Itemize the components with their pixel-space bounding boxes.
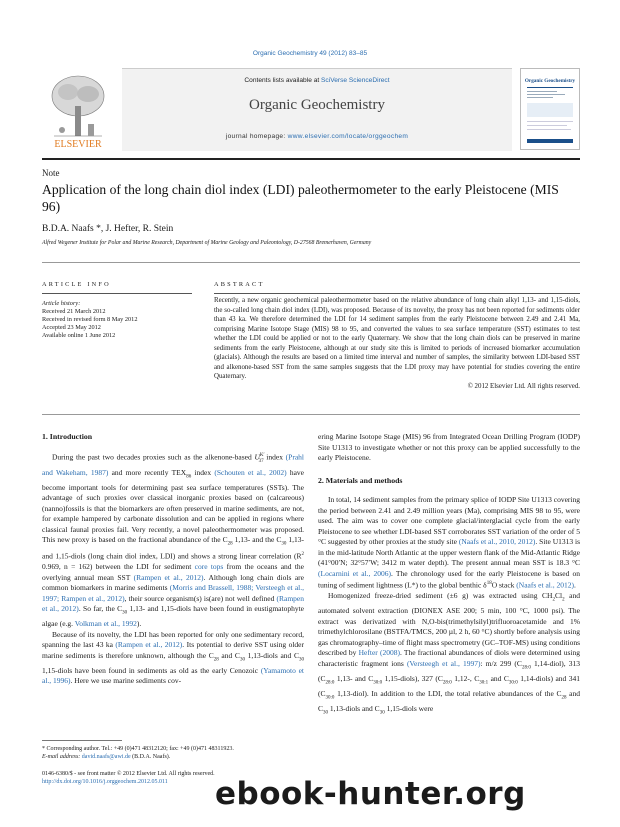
sciencedirect-link[interactable]: SciVerse ScienceDirect bbox=[321, 77, 390, 84]
ref-schouten-2002[interactable]: (Schouten et al., 2002) bbox=[214, 467, 287, 477]
ref-morris-1988[interactable]: (Morris and Brassell, 1988; Versteegh et al., 1997; Rampen et al., 2012) bbox=[42, 583, 304, 603]
article-title: Application of the long chain diol index (LDI) paleothermometer to the early Pleistocene (MIS 96) bbox=[42, 182, 559, 214]
footnote-rule bbox=[42, 740, 122, 741]
cover-image-icon bbox=[521, 69, 579, 149]
elsevier-logo bbox=[42, 68, 114, 150]
ref-versteegh-1997[interactable]: (Versteegh et al., 1997) bbox=[406, 658, 481, 668]
ref-hefter-2008[interactable]: Hefter (2008) bbox=[358, 648, 400, 657]
history-accepted: Accepted 23 May 2012 bbox=[42, 324, 101, 331]
methods-paragraph-2: Homogenized freeze-dried sediment (±6 g) was extracted using $CH_2Cl_2$ and automated solvent extraction (DIONEX ASE 200; 5 min, 100 °C, 1000 psi). The extract was derivatized with N,O-bis(trimethylsilyl)trifluoroacetamide and 1% trimethylchlorosilane (BSTFA/TMCS, 200 µl, 2 h, 60 °C) shortly before analysis using gas chromatography–time of flight mass spectrometry (GC–TOF-MS) using conditions described by Hefter (2008). The fractional abundances of diols were determined using characteristic fragment ions (Versteegh et al., 1997): m/z 299 ($C_{28:0}$ 1,14-diol), 313 ($C_{28:0}$ 1,13- and $C_{30:0}$ 1,15-diols), 327 ($C_{28:0}$ 1,12-, $C_{30:1}$ and $C_{30:0}$ 1,14-diols) and 341 ($C_{30:0}$ 1,13-diol). In addition to the LDI, the total relative abundances of the $C_{28}$ and $C_{30}$ 1,13-diols and $C_{30}$ 1,15-diols were bbox=[318, 591, 580, 715]
abstract-rule-bottom bbox=[42, 414, 580, 415]
intro-heading: 1. Introduction bbox=[42, 432, 93, 441]
corresponding-author: * Corresponding author. Tel.: +49 (0)471 48312120; fax: +49 (0)471 48311923. bbox=[42, 746, 234, 752]
homepage-link[interactable]: www.elsevier.com/locate/orggeochem bbox=[287, 133, 409, 140]
ref-naafs-2012[interactable]: (Naafs et al., 2012) bbox=[516, 580, 574, 590]
history-revised: Received in revised form 8 May 2012 bbox=[42, 316, 138, 323]
history-label: Article history: bbox=[42, 300, 81, 307]
elsevier-tree-icon bbox=[42, 68, 114, 150]
contents-line bbox=[122, 77, 512, 84]
issn-line: 0146-6380/$ - see front matter © 2012 Elsevier Ltd. All rights reserved. bbox=[42, 771, 215, 777]
article-info-heading: ARTICLE INFO bbox=[42, 281, 111, 288]
ref-naafs-2010[interactable]: (Naafs et al., 2010, 2012) bbox=[458, 537, 536, 546]
author-email-link[interactable]: david.naafs@awi.de bbox=[81, 754, 131, 760]
intro-body bbox=[42, 451, 304, 687]
abstract-body bbox=[214, 296, 580, 391]
contents-prefix: Contents lists available at bbox=[244, 77, 322, 84]
article-info-rule bbox=[42, 293, 192, 294]
author-list: B.D.A. Naafs *, J. Hefter, R. Stein bbox=[42, 224, 174, 234]
abstract-rule-top bbox=[214, 293, 580, 294]
ref-rampen-2012-b[interactable]: (Rampen et al., 2012) bbox=[42, 593, 304, 613]
abstract-text: Recently, a new organic geochemical paleothermometer based on the relative abundance of long chain alkyl 1,13- and 1,15-diols, the so-called long chain diol index (LDI), was proposed. Because of its novelty, the proxy has not been reported for sediments older than 43 ka. We therefore determined the LDI for 14 sediment samples from the early Pleistocene between 2.49 and 2.41 Ma, comprising Marine Isotope Stage (MIS) 98 to 95, and converted the values to sea surface temperature (SST) estimates to test whether the LDI could be applied or not to the early Quaternary. We show that the long chain diols can be preserved in marine sediments from the early Pleistocene, although at our study site this is limited to periods of increased biomarker accumulation (glacials). Although the results are based on a limited time interval and number of samples, the similarity between LDI-based SST and alkenone-based SST from the same samples suggests that the LDI proxy may have potential for studies covering the entire Quaternary. bbox=[214, 297, 580, 380]
abstract-copyright: © 2012 Elsevier Ltd. All rights reserved. bbox=[467, 382, 580, 390]
ref-volkman-1992[interactable]: Volkman et al., 1992 bbox=[74, 619, 137, 628]
journal-reference[interactable]: Organic Geochemistry 49 (2012) 83–85 bbox=[252, 50, 368, 57]
cover-title: Organic Geochemistry bbox=[524, 78, 576, 84]
right-column bbox=[318, 432, 580, 719]
homepage-prefix: journal homepage: bbox=[225, 133, 288, 140]
email-label: E-mail address: bbox=[42, 754, 82, 760]
history-received: Received 21 March 2012 bbox=[42, 308, 106, 315]
publisher-name: ELSEVIER bbox=[54, 139, 102, 150]
header-rule bbox=[42, 262, 580, 263]
homepage-line bbox=[122, 133, 512, 140]
masthead-rule bbox=[42, 158, 580, 160]
methods-heading: 2. Materials and methods bbox=[318, 475, 403, 485]
email-line bbox=[42, 753, 304, 761]
ref-rampen-2012-c[interactable]: (Rampen et al., 2012) bbox=[115, 640, 183, 649]
journal-cover-thumbnail bbox=[520, 68, 580, 150]
journal-banner bbox=[122, 68, 512, 151]
ref-rampen-2012-a[interactable]: (Rampen et al., 2012) bbox=[133, 572, 204, 582]
intro-continuation: ering Marine Isotope Stage (MIS) 96 from Integrated Ocean Drilling Program (IODP) Site U1313 to investigate whether or not this proxy can be applied successfully to the early Pleistocene. bbox=[318, 432, 580, 462]
intro-paragraph-2: Because of its novelty, the LDI has been reported for only one sedimentary record, spanning the last 43 ka (Rampen et al., 2012). Its potential to derive SST using older marine sediments is therefore unknown, although the $C_{28}$ and $C_{30}$ 1,13-diols and $C_{30}$ 1,15-diols have been found in sediments as old as the early Cenozoic (Yamamoto et al., 1996). Here we use marine sediments cov- bbox=[42, 629, 304, 685]
watermark-text: ebook-hunter.org bbox=[215, 776, 526, 812]
article-history bbox=[42, 300, 192, 340]
abstract-heading: ABSTRACT bbox=[214, 281, 265, 288]
journal-masthead bbox=[42, 68, 580, 154]
doi-link[interactable]: http://dx.doi.org/10.1016/j.orggeochem.2012.05.011 bbox=[42, 779, 168, 785]
article-type: Note bbox=[42, 168, 60, 178]
footnote bbox=[42, 745, 304, 761]
methods-paragraph-1: In total, 14 sediment samples from the primary splice of IODP Site U1313 covering the period between 2.41 and 2.49 million years (Ma), comprising MIS 98 to 95, were used. The aim was to cover one complete glacial/interglacial cycle from the early Pleistocene to see whether LDI-based SST corroborates SST variation of the order of 5 °C suggested by other proxies at the study site (Naafs et al., 2010, 2012). Site U1313 is in the mid-latitude North Atlantic at the upper western flank of the Mid-Atlantic Ridge (41°00′N; 32°57′W; 3412 m water depth). The present annual mean SST is 18.3 °C (Locarnini et al., 2006). The chronology used for the early Pleistocene is based on tuning of sediment lightness (L*) to the global benthic $\delta^{18}O$ stack (Naafs et al., 2012). bbox=[318, 495, 581, 590]
author-affiliation: Alfred Wegener Institute for Polar and Marine Research, Department of Marine Geology and Paleontology, D-27568 Bremerhaven, Germany bbox=[42, 240, 372, 246]
ref-yamamoto-1996[interactable]: (Yamamoto et al., 1996) bbox=[42, 665, 304, 685]
link-core-tops[interactable]: core tops bbox=[194, 562, 224, 571]
journal-title: Organic Geochemistry bbox=[249, 97, 385, 113]
ref-prahl-1987[interactable]: (Prahl and Wakeham, 1987) bbox=[42, 452, 304, 477]
history-online: Available online 1 June 2012 bbox=[42, 332, 116, 339]
email-suffix: (B.D.A. Naafs). bbox=[130, 754, 171, 760]
ref-locarnini-2006[interactable]: (Locarnini et al., 2006) bbox=[318, 568, 392, 578]
intro-paragraph-1: During the past two decades proxies such as the alkenone-based $U^{K'}_{37}$ index (Prahl and Wakeham, 1987) and more recently $TEX_{86}$ index (Schouten et al., 2002) have become important tools for determining past sea surface temperatures (SSTs). The advantage of such proxies over classical inorganic proxies based on (calcareous) (nanno)fossils is that the biomarkers are often preserved in marine sediments, are not, for example hampered by carbonate dissolution and can be applied in regions where classical faunal proxies fail. Very recently, a novel paleothermometer was proposed. This new proxy is based on the fractional abundance of the $C_{28}$ 1,13- and the $C_{30}$ 1,13- and 1,15-diols (long chain diol index, LDI) and shows a strong linear correlation ($R^2$ 0.969, n = 162) between the LDI for sediment core tops from the oceans and the overlying annual mean SST (Rampen et al., 2012). Although long chain diols are common biomarkers in marine sediments (Morris and Brassell, 1988; Versteegh et al., 1997; Rampen et al., 2012), their source organism(s) is(are) not well defined (Rampen et al., 2012). So far, the $C_{30}$ 1,13- and 1,15-diols have been found in eustigmatophyte algae (e.g. Volkman et al., 1992). bbox=[42, 452, 304, 628]
